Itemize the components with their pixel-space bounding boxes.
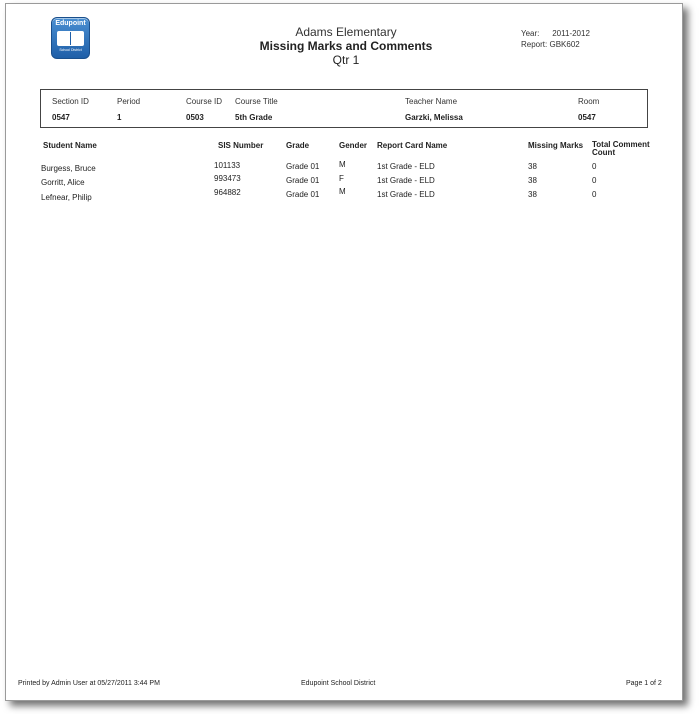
district-footer: Edupoint School District [301, 680, 376, 687]
report-card-name-cell: 1st Grade - ELD [377, 176, 435, 185]
logo-brand-text: Edupoint [55, 20, 86, 27]
comment-count-cell: 0 [592, 190, 597, 199]
report-page [5, 3, 683, 701]
grade-cell: Grade 01 [286, 176, 320, 185]
grade-cell: Grade 01 [286, 162, 320, 171]
report-code-label: Report: [521, 40, 548, 49]
report-header [246, 25, 446, 67]
section-id-header: Section ID [52, 97, 89, 106]
report-code-value: GBK602 [549, 40, 580, 49]
student-name-cell: Gorritt, Alice [41, 178, 85, 187]
missing-marks-cell: 38 [528, 190, 537, 199]
grade-col-header: Grade [286, 141, 310, 150]
student-name-cell: Burgess, Bruce [41, 164, 96, 173]
course-title-value: 5th Grade [235, 113, 273, 122]
course-id-value: 0503 [186, 113, 204, 122]
teacher-name-value: Garzki, Melissa [405, 113, 463, 122]
report-period: Qtr 1 [332, 53, 360, 67]
gender-cell: M [339, 160, 346, 169]
gender-cell: M [339, 187, 346, 196]
report-card-name-cell: 1st Grade - ELD [377, 190, 435, 199]
comment-count-cell: 0 [592, 176, 597, 185]
total-comment-count-col-header: Total Comment Count [592, 140, 650, 157]
page-number-footer: Page 1 of 2 [626, 680, 662, 687]
edupoint-logo [51, 17, 90, 59]
year-label: Year: [521, 29, 540, 38]
report-meta [521, 28, 590, 50]
period-header: Period [117, 97, 141, 106]
room-value: 0547 [578, 113, 596, 122]
section-id-value: 0547 [52, 113, 70, 122]
comment-count-cell: 0 [592, 162, 597, 171]
report-card-name-col-header: Report Card Name [377, 141, 448, 150]
teacher-name-header: Teacher Name [405, 97, 458, 106]
course-id-header: Course ID [186, 97, 223, 106]
year-line [521, 28, 590, 39]
section-info-box [40, 89, 648, 128]
sis-number-cell: 964882 [214, 188, 241, 197]
school-name: Adams Elementary [295, 25, 397, 39]
period-value: 1 [117, 113, 122, 122]
missing-marks-col-header: Missing Marks [528, 141, 584, 150]
sis-number-cell: 993473 [214, 174, 241, 183]
report-card-name-cell: 1st Grade - ELD [377, 162, 435, 171]
sis-number-col-header: SIS Number [218, 141, 264, 150]
student-name-col-header: Student Name [43, 141, 97, 150]
report-title: Missing Marks and Comments [259, 39, 433, 53]
room-header: Room [578, 97, 600, 106]
report-code-line [521, 39, 590, 50]
gender-cell: F [339, 174, 344, 183]
student-name-cell: Lefnear, Philip [41, 193, 92, 202]
grade-cell: Grade 01 [286, 190, 320, 199]
printed-by-footer: Printed by Admin User at 05/27/2011 3:44 PM [18, 680, 160, 687]
book-icon [57, 31, 84, 46]
logo-subtitle: School District [59, 48, 82, 52]
missing-marks-cell: 38 [528, 176, 537, 185]
sis-number-cell: 101133 [214, 161, 241, 170]
year-value: 2011-2012 [552, 29, 590, 38]
gender-col-header: Gender [339, 141, 368, 150]
missing-marks-cell: 38 [528, 162, 537, 171]
course-title-header: Course Title [235, 97, 278, 106]
